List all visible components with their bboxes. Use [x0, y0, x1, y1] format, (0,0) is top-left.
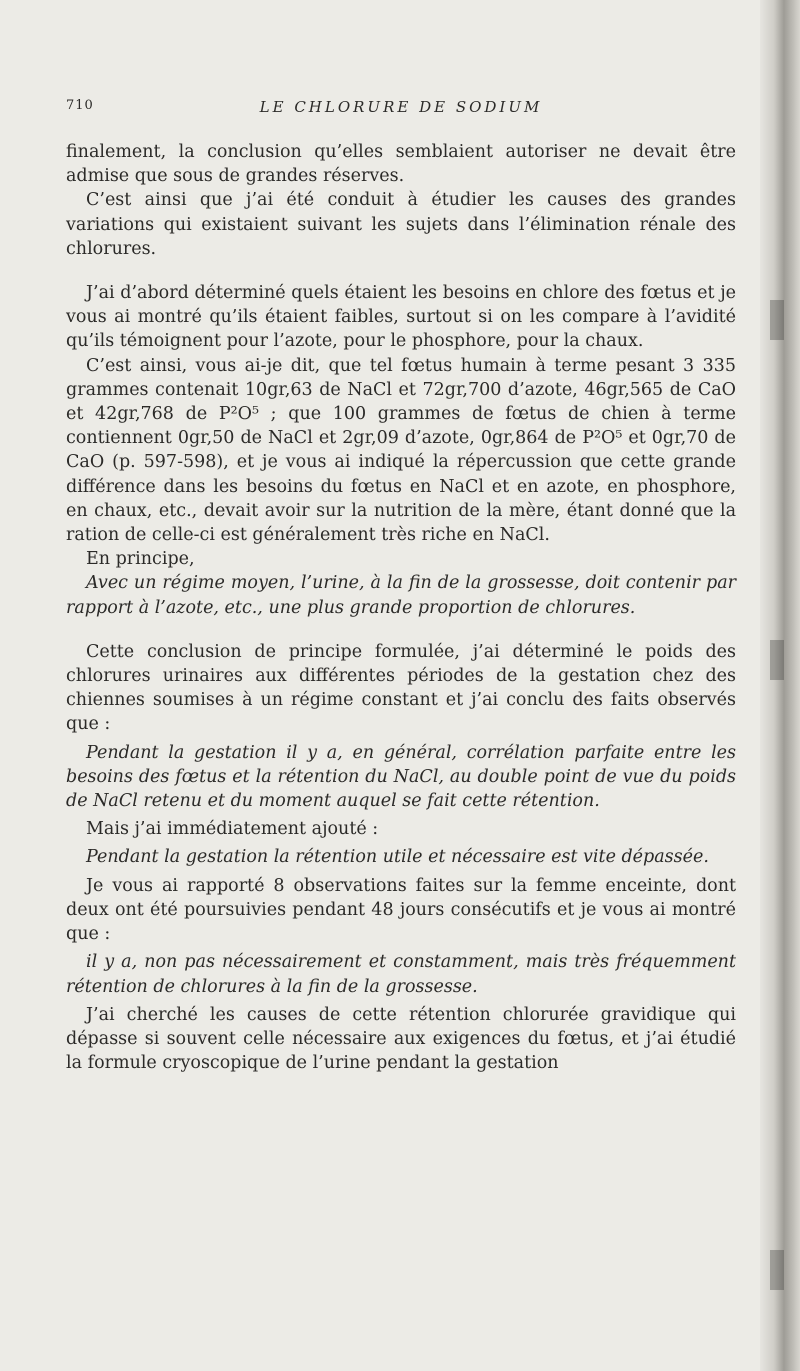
page-header: [66, 98, 736, 120]
edge-mark: [770, 300, 784, 340]
paragraph: Cette conclusion de principe formulée, j’ai déterminé le poids des chlorures urinaires aux différentes périodes de la gestation chez des chiennes soumises à un régime constant et j’ai conclu des faits observés que :: [66, 641, 736, 735]
quoted-conclusion: il y a, non pas nécessairement et constamment, mais très fréquemment rétention de chlorures à la fin de la grossesse.: [66, 952, 736, 997]
paragraph: En principe,: [86, 549, 195, 570]
edge-mark: [770, 640, 784, 680]
page-number: 710: [66, 98, 94, 113]
page-edge-shadow: [760, 0, 800, 1371]
paragraph: J’ai d’abord déterminé quels étaient les besoins en chlore des fœtus et je vous ai montré qu’ils étaient faibles, surtout si on les compare à l’avidité qu’ils témoignent pour l’azote, pour le phosphore, pour la chaux.: [66, 283, 736, 352]
quoted-conclusion: Avec un régime moyen, l’urine, à la fin de la grossesse, doit contenir par rapport à l’azote, etc., une plus grande proportion de chlorures.: [66, 573, 736, 618]
paragraph: Mais j’ai immédiatement ajouté :: [86, 819, 379, 840]
paragraph: C’est ainsi, vous ai-je dit, que tel fœtus humain à terme pesant 3 335 grammes contenait 10gr,63 de NaCl et 72gr,700 d’azote, 46gr,565 de CaO et 42gr,768 de P²O⁵ ; que 100 grammes de fœtus de chien à terme contiennent 0gr,50 de NaCl et 2gr,09 d’azote, 0gr,864 de P²O⁵ et 0gr,70 de CaO (p. 597-598), et je vous ai indiqué la répercussion que cette grande différence dans les besoins du fœtus en NaCl et en azote, en phosphore, en chaux, etc., devait avoir sur la nutrition de la mère, étant donné que la ration de celle-ci est généralement très riche en NaCl.: [66, 355, 736, 546]
paragraph: J’ai cherché les causes de cette rétention chlorurée gravidique qui dépasse si souvent celle nécessaire aux exigences du fœtus, et j’ai étudié la formule cryoscopique de l’urine pendant la gestation: [66, 1004, 736, 1074]
running-title: LE CHLORURE DE SODIUM: [259, 98, 543, 116]
edge-mark: [770, 1250, 784, 1290]
page-body: [66, 140, 736, 1075]
quoted-conclusion: Pendant la gestation la rétention utile et nécessaire est vite dépassée.: [86, 847, 709, 868]
paragraph: Je vous ai rapporté 8 observations faites sur la femme enceinte, dont deux ont été poursuivies pendant 48 jours consécutifs et je vous ai montré que :: [66, 875, 736, 945]
paragraph: C’est ainsi que j’ai été conduit à étudier les causes des grandes variations qui existaient suivant les sujets dans l’élimination rénale des chlorures.: [66, 190, 736, 259]
paragraph: finalement, la conclusion qu’elles semblaient autoriser ne devait être admise que sous de grandes réserves.: [66, 142, 736, 187]
quoted-conclusion: Pendant la gestation il y a, en général, corrélation parfaite entre les besoins des fœtus et la rétention du NaCl, au double point de vue du poids de NaCl retenu et du moment auquel se fait cette rétention.: [66, 742, 736, 812]
